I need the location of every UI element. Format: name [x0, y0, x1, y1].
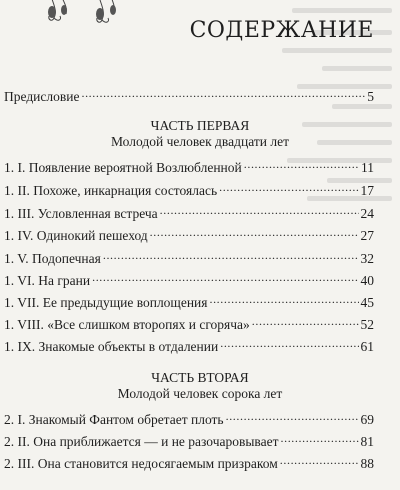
toc-entry-page: 40 [360, 273, 374, 288]
toc-entry-page: 81 [360, 434, 374, 449]
toc-entry[interactable] [4, 227, 374, 244]
dot-leader [280, 455, 359, 468]
dot-leader [150, 227, 359, 240]
dot-leader [92, 272, 358, 285]
dot-leader [160, 205, 359, 218]
toc-entry-page: 61 [360, 339, 374, 354]
toc-entry-page: 27 [360, 228, 374, 243]
toc-entry-page: 88 [360, 456, 374, 471]
page-title: СОДЕРЖАНИЕ [189, 18, 374, 43]
part-heading: ЧАСТЬ ВТОРАЯ [151, 370, 249, 385]
toc-entry[interactable] [4, 338, 374, 355]
toc-entry-label: 1. V. Подопечная [4, 251, 101, 266]
toc-entry[interactable] [4, 294, 374, 311]
dot-leader [103, 250, 359, 263]
toc-entry[interactable] [4, 411, 374, 428]
toc-entry-label: 1. II. Похоже, инкарнация состоялась [4, 183, 218, 198]
toc-entry[interactable] [4, 182, 374, 199]
dot-leader [209, 294, 358, 307]
toc-entry-label: Предисловие [4, 89, 80, 104]
toc-entry-label: 1. I. Появление вероятной Возлюбленной [4, 160, 242, 175]
toc-entry-page: 11 [361, 160, 374, 175]
toc-entry-page: 69 [360, 412, 374, 427]
toc-entry-page: 24 [360, 206, 374, 221]
dot-leader [281, 433, 359, 446]
toc-entry-label: 1. IV. Одинокий пешеход [4, 228, 148, 243]
toc-entry[interactable] [4, 272, 374, 289]
dot-leader [219, 182, 358, 195]
toc-entry[interactable] [4, 159, 374, 176]
toc-entry-label: 1. III. Условленная встреча [4, 206, 158, 221]
toc-entry[interactable] [4, 316, 374, 333]
toc-entry-label: 2. II. Она приближается — и не разочаровывает [4, 434, 279, 449]
dot-leader [244, 159, 359, 172]
toc-entry-page: 32 [360, 251, 374, 266]
part-heading: ЧАСТЬ ПЕРВАЯ [150, 118, 250, 133]
toc-entry-label: 1. VIII. «Все слишком второпях и сгоряча» [4, 317, 250, 332]
toc-entry-label: 2. I. Знакомый Фантом обретает плоть [4, 412, 224, 427]
toc-entry-label: 1. IX. Знакомые объекты в отдалении [4, 339, 219, 354]
toc-entry-page: 45 [360, 295, 374, 310]
toc-entry[interactable] [4, 205, 374, 222]
part-subheading: Молодой человек двадцати лет [111, 134, 289, 149]
dot-leader [252, 316, 359, 329]
toc-entry-page: 17 [360, 183, 374, 198]
toc-entry[interactable] [4, 433, 374, 450]
toc-entry-label: 1. VI. На грани [4, 273, 91, 288]
toc-entry-label: 2. III. Она становится недосягаемым призраком [4, 456, 278, 471]
toc-entry-page: 5 [367, 89, 374, 104]
toc-entry-preface[interactable] [4, 88, 374, 105]
toc-entry-page: 52 [360, 317, 374, 332]
dot-leader [220, 338, 358, 351]
toc-entry[interactable] [4, 455, 374, 472]
part-subheading: Молодой человек сорока лет [117, 386, 283, 401]
dot-leader [226, 411, 359, 424]
toc-entry-label: 1. VII. Ее предыдущие воплощения [4, 295, 208, 310]
toc-entry[interactable] [4, 250, 374, 267]
dot-leader [81, 88, 365, 101]
